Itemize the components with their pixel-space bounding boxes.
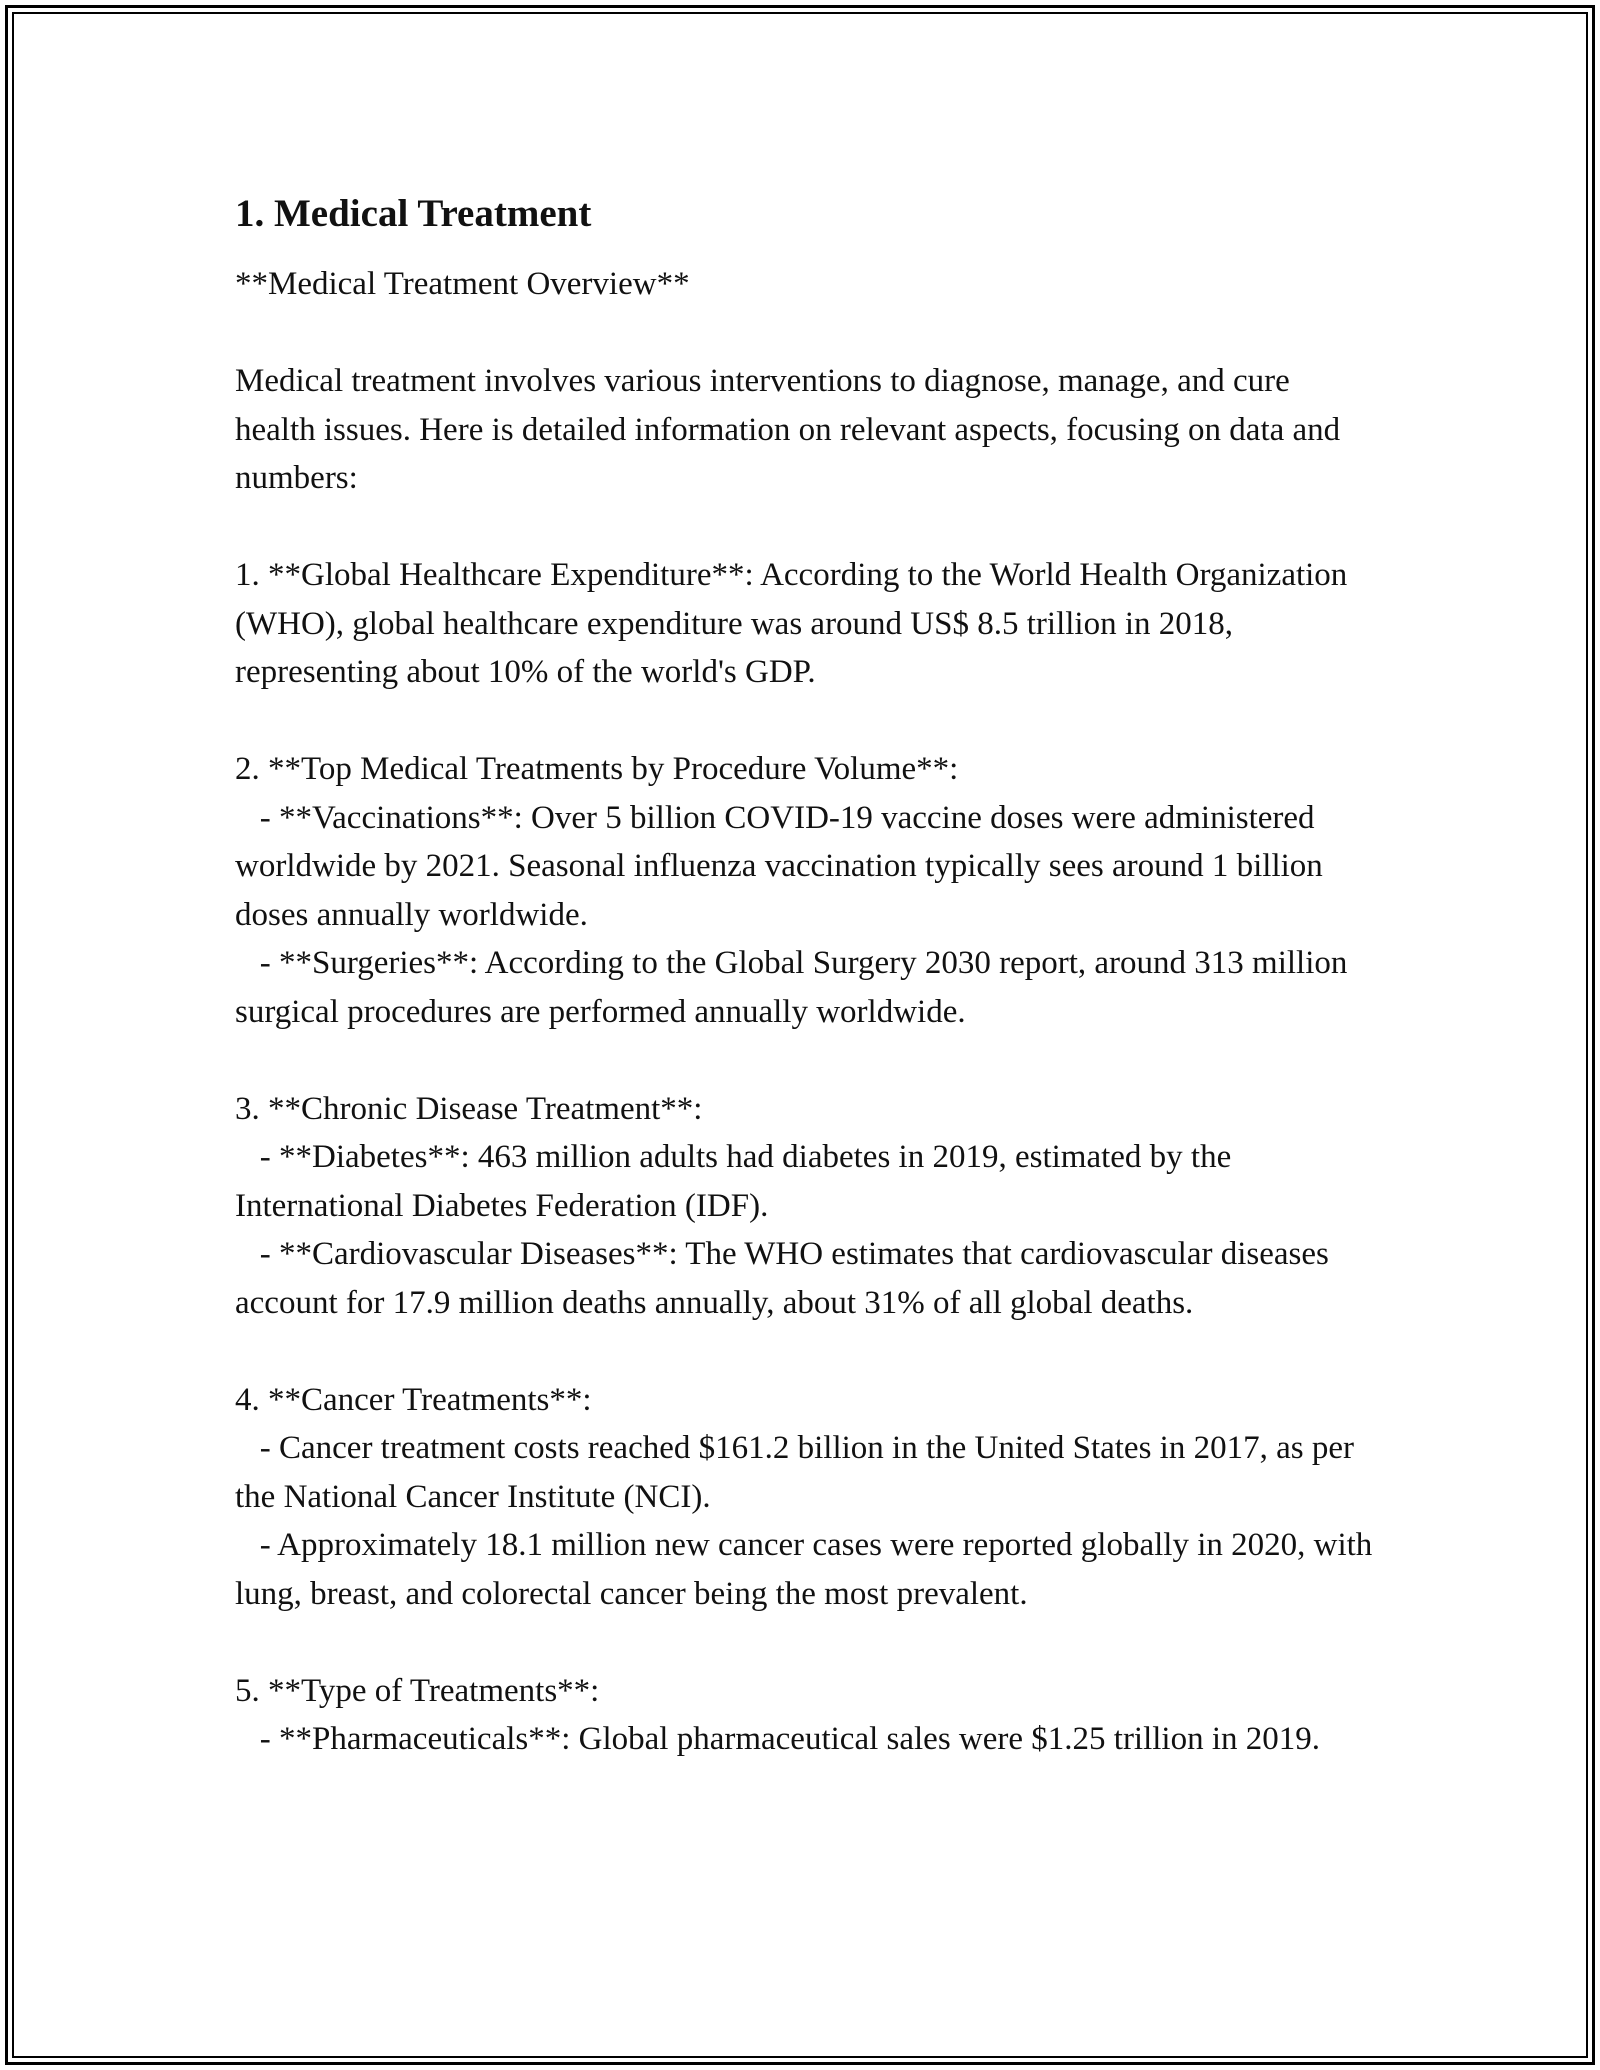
list-item-top-treatments-title: 2. **Top Medical Treatments by Procedure Volume**: xyxy=(235,751,959,787)
sub-item-cancer-costs: - Cancer treatment costs reached $161.2 billion in the United States in 2017, as per the National Cancer Institute (NCI). xyxy=(235,1430,1363,1515)
overview-label: **Medical Treatment Overview** xyxy=(235,266,690,302)
spacer xyxy=(235,503,1375,552)
sub-item-cardiovascular: - **Cardiovascular Diseases**: The WHO estimates that cardiovascular diseases account for 17.9 million deaths annually, about 31% of all global deaths. xyxy=(235,1236,1338,1321)
list-item-healthcare-expenditure: 1. **Global Healthcare Expenditure**: According to the World Health Organization (WHO), global healthcare expenditure was around US$ 8.5 trillion in 2018, representing about 10% of the world's GDP. xyxy=(235,557,1356,690)
list-item-chronic-disease-title: 3. **Chronic Disease Treatment**: xyxy=(235,1090,703,1127)
spacer xyxy=(235,1327,1375,1376)
spacer xyxy=(235,697,1375,746)
intro-paragraph: Medical treatment involves various interventions to diagnose, manage, and cure health issues. Here is detailed information on relevant aspects, focusing on data and numbers: xyxy=(235,363,1349,496)
spacer xyxy=(235,309,1375,358)
spacer xyxy=(235,1618,1375,1667)
document-body xyxy=(235,186,1381,1764)
sub-item-cancer-cases: - Approximately 18.1 million new cancer cases were reported globally in 2020, with lung, breast, and colorectal cancer being the most prevalent. xyxy=(235,1527,1381,1612)
sub-item-vaccinations: - **Vaccinations**: Over 5 billion COVID-19 vaccine doses were administered worldwide by 2021. Seasonal influenza vaccination typically sees around 1 billion doses annually worldwide. xyxy=(235,799,1332,933)
sub-item-surgeries: - **Surgeries**: According to the Global Surgery 2030 report, around 313 million surgical procedures are performed annually worldwide. xyxy=(235,945,1356,1030)
list-item-cancer-title: 4. **Cancer Treatments**: xyxy=(235,1381,592,1418)
sub-item-diabetes: - **Diabetes**: 463 million adults had diabetes in 2019, estimated by the International Diabetes Federation (IDF). xyxy=(235,1139,1240,1224)
sub-item-pharmaceuticals: - **Pharmaceuticals**: Global pharmaceutical sales were $1.25 trillion in 2019. xyxy=(235,1721,1321,1757)
section-heading: 1. Medical Treatment xyxy=(235,192,592,235)
spacer xyxy=(235,1036,1375,1085)
list-item-treatment-types-title: 5. **Type of Treatments**: xyxy=(235,1672,600,1709)
